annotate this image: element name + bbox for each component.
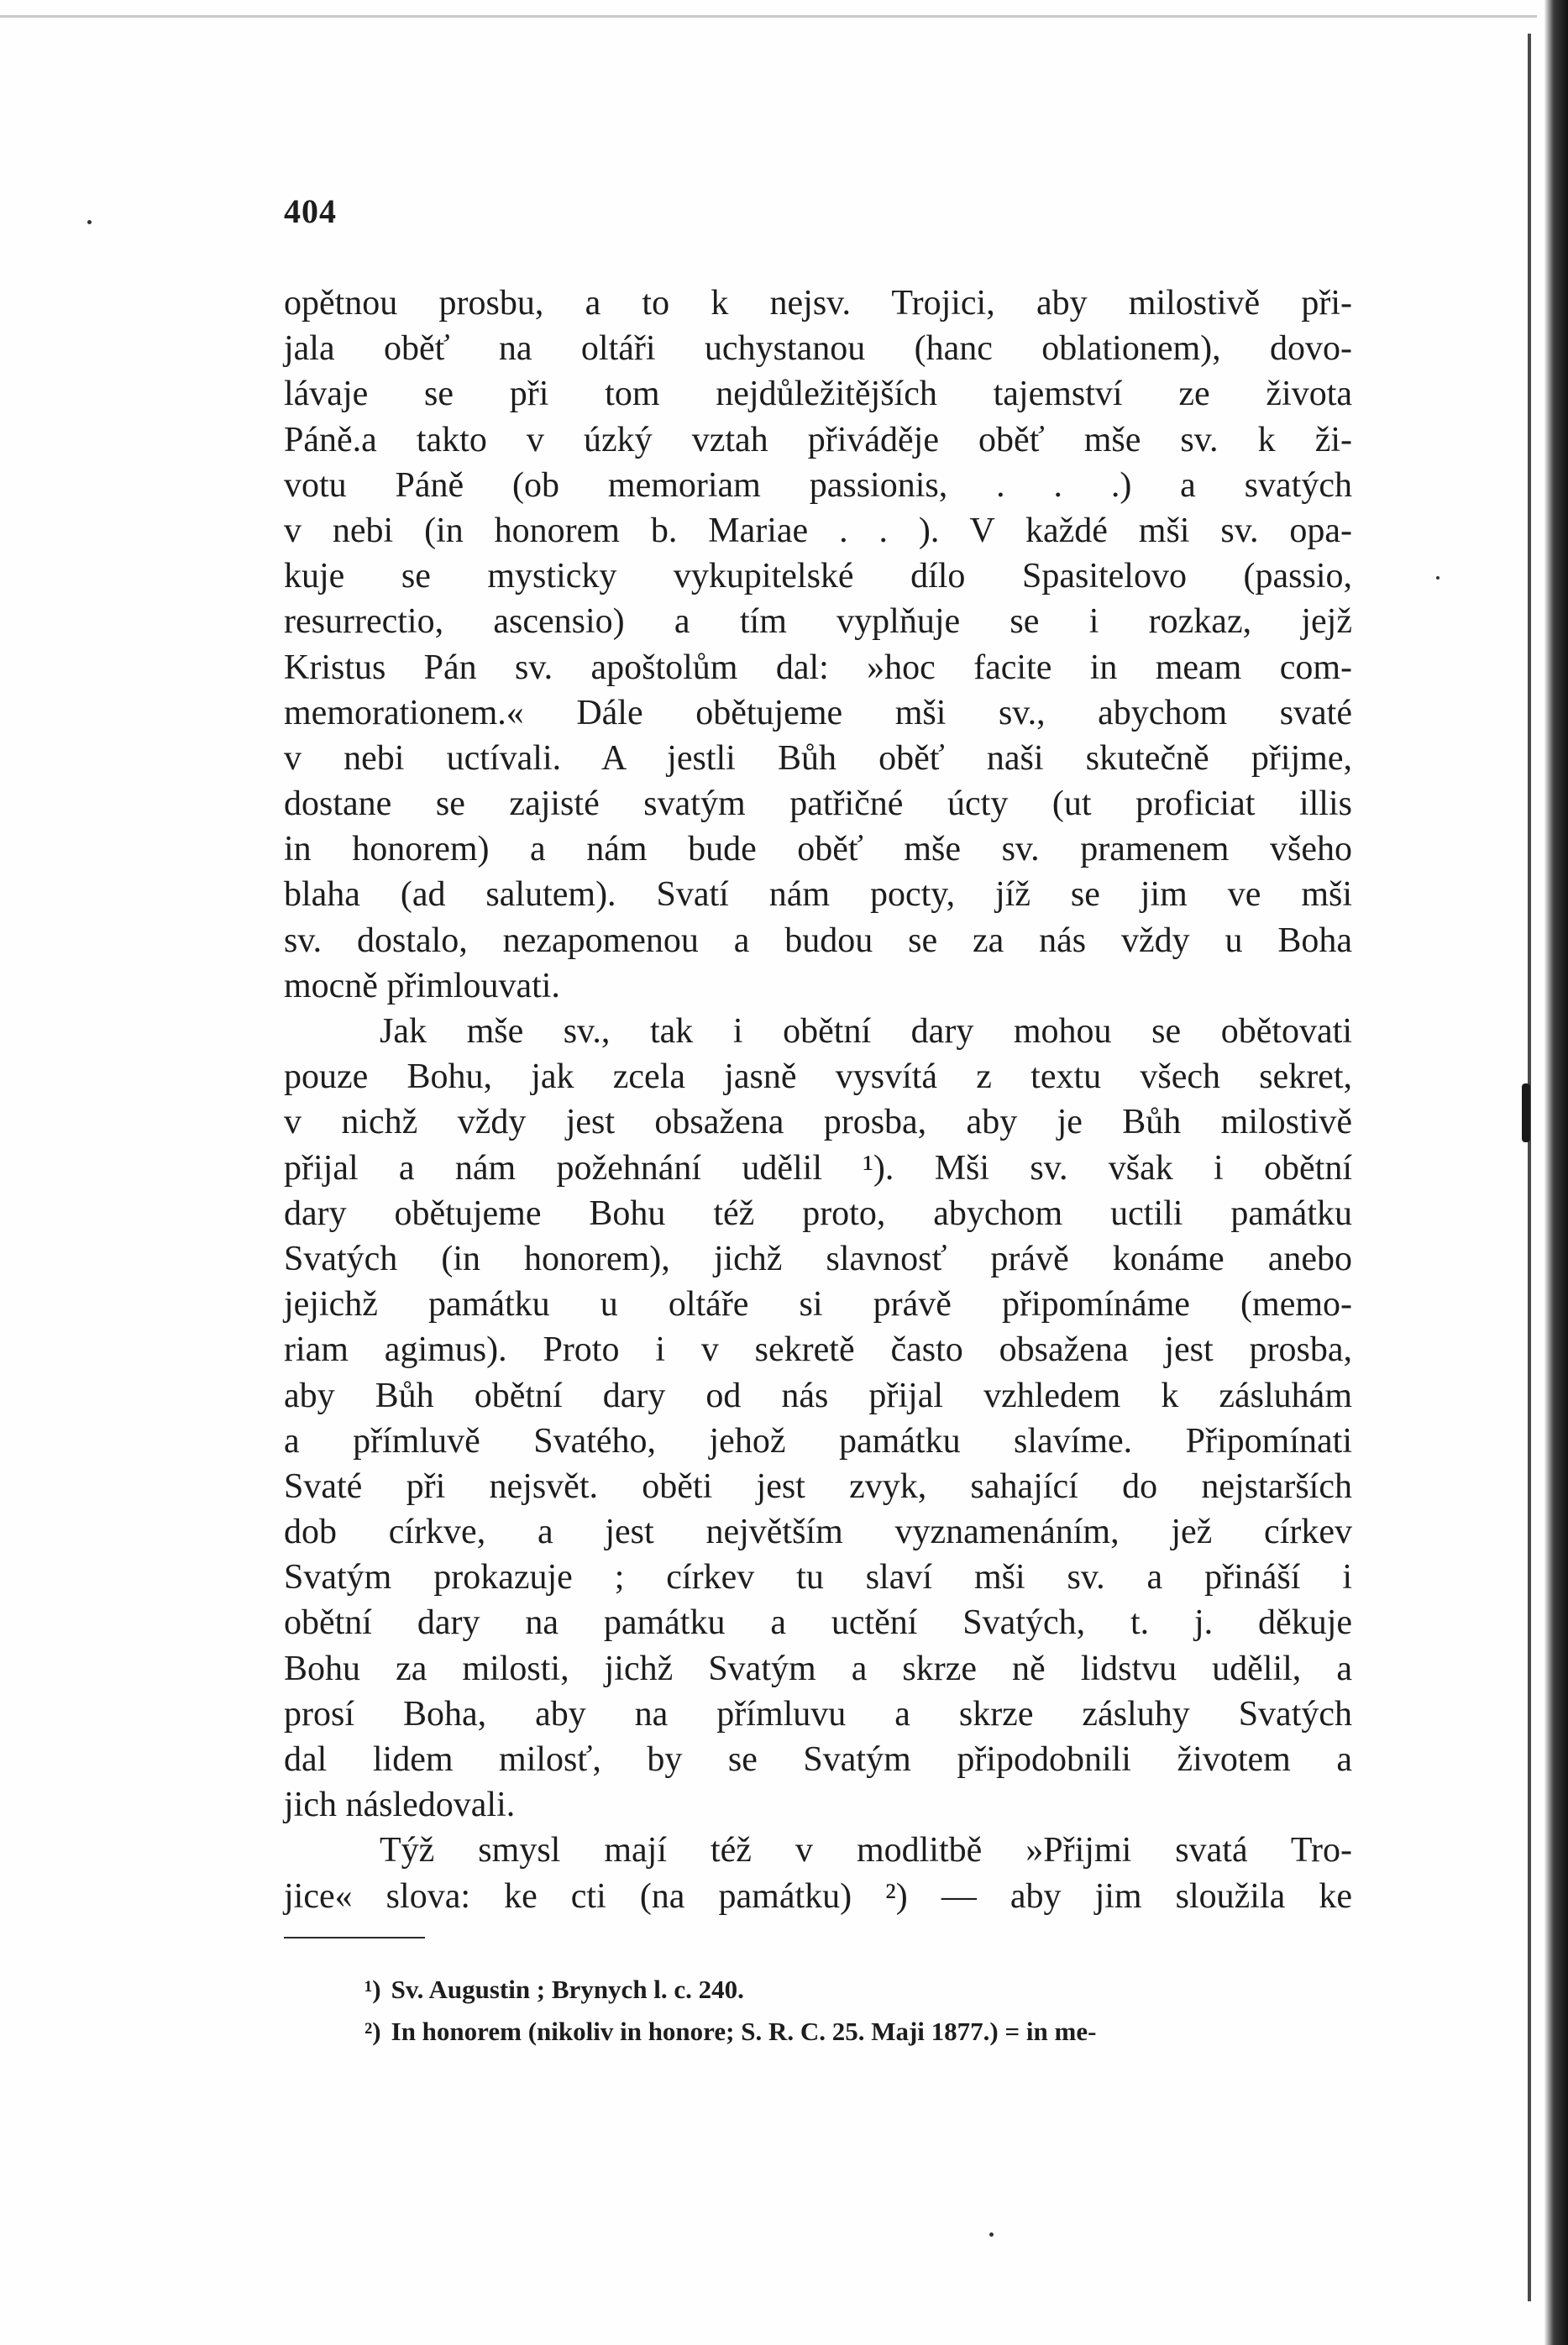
- text-line: Páně.a takto v úzký vztah přiváděje oběť mše sv. k ži-: [284, 420, 1352, 459]
- book-spine-shadow: [1544, 0, 1568, 2345]
- text-line: dal lidem milosť, by se Svatým připodobnili životem a: [284, 1740, 1352, 1779]
- footnote-1: [364, 1969, 1354, 2011]
- footnote-separator: [284, 1937, 425, 1938]
- scan-speck: [989, 2232, 994, 2237]
- text-line: votu Páně (ob memoriam passionis, . . .) a svatých: [284, 465, 1352, 505]
- footnote-mark: ¹): [364, 1975, 381, 2004]
- text-line: jala oběť na oltáři uchystanou (hanc oblationem), dovo-: [284, 329, 1352, 369]
- footnote-2: [364, 2011, 1354, 2053]
- text-line: v nichž vždy jest obsažena prosba, aby je Bůh milostivě: [284, 1103, 1352, 1142]
- text-line: jich následovali.: [284, 1786, 516, 1825]
- text-line: memorationem.« Dále obětujeme mši sv., abychom svaté: [284, 693, 1352, 732]
- page-fold-line: [1528, 34, 1531, 2301]
- footnote-text: In honorem (nikoliv in honore; S. R. C. 25. Maji 1877.) = in me-: [391, 2017, 1097, 2046]
- text-line: jice« slova: ke cti (na památku) ²) — aby jim sloužila ke: [284, 1876, 1352, 1916]
- text-line: Svatým prokazuje ; církev tu slaví mši sv. a přináší i: [284, 1558, 1352, 1597]
- text-line: sv. dostalo, nezapomenou a budou se za nás vždy u Boha: [284, 921, 1352, 960]
- text-line: přijal a nám požehnání udělil ¹). Mši sv. však i obětní: [284, 1148, 1352, 1188]
- text-line: obětní dary na památku a uctění Svatých, t. j. děkuje: [284, 1603, 1352, 1643]
- footnotes: [364, 1969, 1354, 2053]
- text-line: Svatých (in honorem), jichž slavnosť právě konáme anebo: [284, 1239, 1352, 1278]
- text-line: lávaje se při tom nejdůležitějších tajemství ze života: [284, 375, 1352, 414]
- text-line: a přímluvě Svatého, jehož památku slavíme. Připomínati: [284, 1421, 1352, 1461]
- text-line-paragraph-start: Jak mše sv., tak i obětní dary mohou se obětovati: [380, 1012, 1352, 1051]
- footnote-text: Sv. Augustin ; Brynych l. c. 240.: [391, 1975, 744, 2004]
- text-line: aby Bůh obětní dary od nás přijal vzhledem k zásluhám: [284, 1376, 1352, 1415]
- text-line: dostane se zajisté svatým patřičné úcty (ut proficiat illis: [284, 784, 1352, 824]
- text-line: prosí Boha, aby na přímluvu a skrze zásluhy Svatých: [284, 1694, 1352, 1734]
- text-line: in honorem) a nám bude oběť mše sv. pramenem všeho: [284, 830, 1352, 869]
- text-line: kuje se mysticky vykupitelské dílo Spasitelovo (passio,: [284, 557, 1352, 596]
- text-line: Svaté při nejsvět. oběti jest zvyk, sahající do nejstarších: [284, 1466, 1352, 1506]
- text-line: v nebi uctívali. A jestli Bůh oběť naši skutečně přijme,: [284, 738, 1352, 778]
- scan-speck: [87, 220, 92, 224]
- scan-speck: [1522, 1083, 1530, 1142]
- text-line: opětnou prosbu, a to k nejsv. Trojici, aby milostivě při-: [284, 284, 1352, 323]
- body-text: [284, 281, 1352, 1919]
- text-line: Kristus Pán sv. apoštolům dal: »hoc facite in meam com-: [284, 648, 1352, 687]
- footnote-mark: ²): [364, 2017, 381, 2046]
- text-line: resurrectio, ascensio) a tím vyplňuje se i rozkaz, jejž: [284, 602, 1352, 642]
- text-line: v nebi (in honorem b. Mariae . . ). V každé mši sv. opa-: [284, 511, 1352, 550]
- text-line: jejichž památku u oltáře si právě připomínáme (memo-: [284, 1285, 1352, 1325]
- text-line: Bohu za milosti, jichž Svatým a skrze ně lidstvu udělil, a: [284, 1649, 1352, 1688]
- text-line: dary obětujeme Bohu též proto, abychom uctili památku: [284, 1193, 1352, 1233]
- text-line: dob církve, a jest největším vyznamenáním, jež církev: [284, 1513, 1352, 1552]
- text-line: blaha (ad salutem). Svatí nám pocty, jíž se jim ve mši: [284, 875, 1352, 915]
- text-line: pouze Bohu, jak zcela jasně vysvítá z textu všech sekret,: [284, 1057, 1352, 1097]
- page-top-edge: [0, 15, 1537, 18]
- text-line: mocně přimlouvati.: [284, 966, 560, 1005]
- page-number: 404: [284, 192, 337, 230]
- scan-speck: [1436, 576, 1440, 580]
- text-line-paragraph-start: Týž smysl mají též v modlitbě »Přijmi svatá Tro-: [380, 1831, 1352, 1870]
- text-line: riam agimus). Proto i v sekretě často obsažena jest prosba,: [284, 1330, 1352, 1370]
